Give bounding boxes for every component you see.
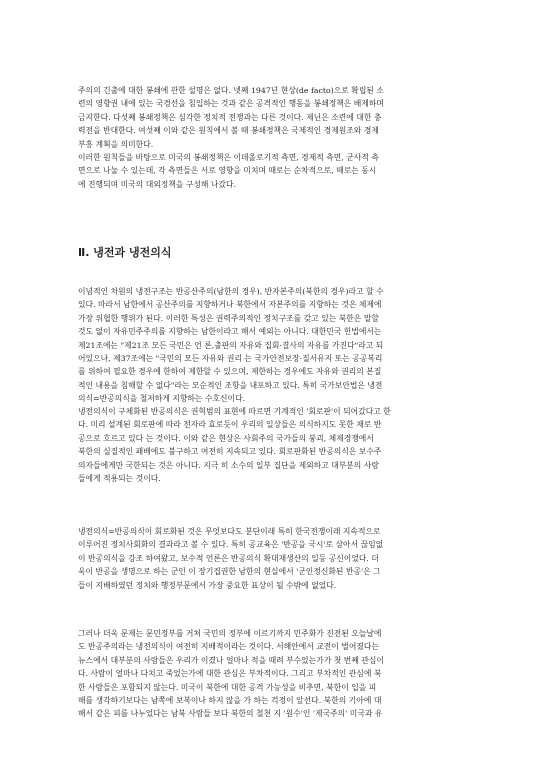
text-line: 있다. 따라서 남한에서 공산주의를 지향하거나 북한에서 자본주의를 지향하는 것은 체제에	[78, 300, 382, 310]
text-line: 력전을 반대한다. 여섯째 이와 같은 원칙에서 볼 때 봉쇄정책은 국제적인 경제원조와 경제	[78, 126, 379, 136]
text-line: 금지한다. 다섯째 봉쇄정책은 심각한 정치적 전쟁과는 다른 것이다. 제닌은 소련에 대한 충	[78, 112, 382, 122]
text-line: 에 진행되며 미국의 대외정책을 구성해 나갔다.	[78, 179, 236, 189]
text-line: 뉴스에서 대부분의 사람들은 우리가 이겼나 얼마나 적을 때려 부수었는가가 첫 번째 관심이	[78, 655, 384, 665]
text-line: 한 사람들은 포함되지 않는다. 미국이 북한에 대한 공격 가능성을 비추면, 북한이 입을 피	[78, 682, 377, 692]
text-line: 이러한 원칙들을 바탕으로 미국의 봉쇄정책은 이데올로기적 측면, 경제적 측면, 군사적 측	[78, 153, 379, 163]
text-line: 제21조에는 "제21조 모든 국민은 언 론,출판의 자유와 집회·결사의 자유를 가진다"라고 되	[78, 340, 384, 350]
text-line: 도 반공주의라는 냉전의식이 여전히 지배적이라는 것이다. 서해안에서 교전이 벌어졌다는	[78, 642, 379, 652]
text-line: 해서 같은 피를 나누었다는 남북 사람들 보다 북한의 철천 지 '원수'인 '제국주의' 미국과 유	[78, 709, 383, 719]
text-line: 냉전의식=반공의식이 회로화된 것은 무엇보다도 분단이래 특히 한국전쟁이래 지속적으로	[78, 527, 381, 536]
text-line: 주의의 긴출에 대한 봉쇄에 관한 설명은 없다. 넷째 1947년 현상(de facto)으로 확립된 소	[78, 86, 384, 95]
text-line: 이념적인 차원의 냉전구조는 반공산주의(남한의 경우), 반자본주의(북한의 경우)라고 할 수	[78, 287, 384, 296]
text-line: 어있으나, 제37조에는 "국민의 모든 자유와 권리 는 국가안전보장·질서유지 또는 공공복리	[78, 354, 383, 364]
text-line: 이루어진 정치사회화의 결과라고 볼 수 있다. 특히 공교육은 '반공을 국시'로 삼아서 끊임없	[78, 540, 384, 550]
paragraph-3	[78, 525, 480, 592]
text-line: 면으로 나눌 수 있는데, 각 측면들은 서로 영향을 미치며 때로는 순차적으로, 때로는 동시	[78, 166, 377, 176]
text-line: 의자들에게만 국한되는 것은 아니다. 지극 히 소수의 일부 집단을 제외하고 대부분의 사람	[78, 460, 379, 470]
text-line: 련의 영향권 내에 있는 국경선을 침입하는 것과 같은 공격적인 행동을 봉쇄정책은 배제하며	[78, 99, 384, 109]
text-line: 해를 생각하기보다는 남쪽에 보복이나 하지 않을 가 하는 걱정이 앞선다. 북한의 기아에 대	[78, 696, 382, 706]
text-line: 북한의 실질적인 패배에도 불구하고 여전히 지속되고 있다. 회로판화된 반공의식은 보수주	[78, 447, 382, 457]
text-line: 들에게 적용되는 것이다.	[78, 474, 161, 484]
text-line: 가장 위협한 행위가 된다. 이러한 특성은 권력주의적인 정치구조를 갖고 있는 북한은 말할	[78, 313, 379, 323]
text-line: 를 위하여 필요한 경우에 한하여 제한할 수 있으며, 제한하는 경우에도 자유와 권리의 본질	[78, 367, 382, 377]
text-line: 공으로 흐르고 있다 는 것이다. 이와 같은 현상은 사회주의 국가들의 붕괴, 체제경쟁에서	[78, 433, 374, 443]
intro-paragraph	[78, 84, 480, 191]
paragraph-1	[78, 285, 480, 406]
text-line: 욱이 반공을 생명으로 하는 군인 이 장기집권한 남한의 현실에서 '군인정신화된 반공'은 그	[78, 567, 381, 577]
text-line: 의식=반공의식을 철저하게 지향하는 수호신이다.	[78, 394, 246, 404]
section-heading: Ⅱ. 냉전과 냉전의식	[78, 246, 172, 259]
text-line: 그러나 더욱 문제는 문민정부를 거쳐 국민의 정부에 이르기까지 민주화가 진전된 오늘날에	[78, 629, 382, 638]
text-line: 적인 내용을 침해할 수 없다"라는 모순적인 조항을 내포하고 있다. 특히 국가보안법은 냉전	[78, 380, 383, 390]
text-line: 다. 사람이 얼마나 다치고 죽었는가에 대한 관심은 부차적이다. 그리고 부차적인 관심에 북	[78, 669, 382, 679]
paragraph-4	[78, 627, 480, 721]
text-line: 들이 지배하였던 정치와 행정부문에서 가장 중요한 표상이 될 수밖에 없었다.	[78, 580, 337, 590]
text-line: 냉전의식이 구체화된 반공의식은 권혁범의 표현에 따르면 기계적인 '회로판'이 되어갔다고 한	[78, 407, 391, 416]
text-line: 부흥 계획을 의미한다.	[78, 139, 154, 149]
text-line: 것도 없이 자유민주주의를 지향하는 남한이라고 해서 예외는 아니다. 대한민국 헌법에서는	[78, 327, 382, 337]
paragraph-2	[78, 405, 480, 485]
text-line: 다. 미리 설계된 회로판에 따라 전자라 효로듯이 우리의 일상들은 의식하지도 못한 채로 반	[78, 420, 382, 430]
text-line: 이 반공의식을 강조 하여왔고, 보수적 언론은 반공의식 확대재생산의 일등 공신이었다. 더	[78, 553, 379, 563]
